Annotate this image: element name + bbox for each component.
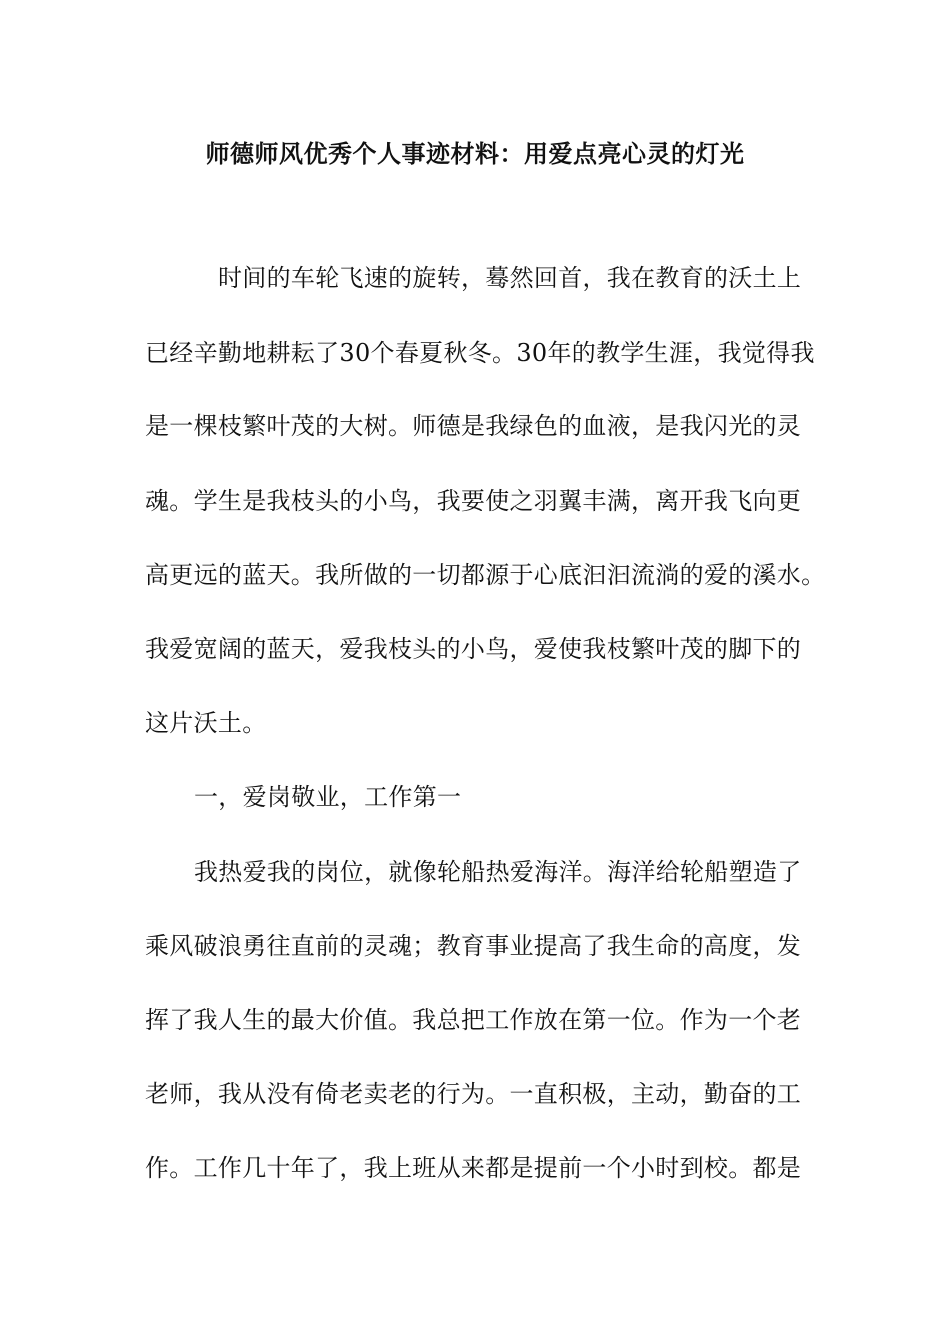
paragraph-line: 我爱宽阔的蓝天，爱我枝头的小鸟，爱使我枝繁叶茂的脚下的 [145, 635, 802, 663]
paragraph-line: 高更远的蓝天。我所做的一切都源于心底汩汩流淌的爱的溪水。 [145, 561, 826, 589]
paragraph-line: 我热爱我的岗位，就像轮船热爱海洋。海洋给轮船塑造了 [194, 858, 802, 886]
document-title: 师德师风优秀个人事迹材料：用爱点亮心灵的灯光 [205, 140, 745, 168]
paragraph-line: 挥了我人生的最大价值。我总把工作放在第一位。作为一个老 [145, 1006, 802, 1034]
paragraph-line: 老师，我从没有倚老卖老的行为。一直积极，主动，勤奋的工 [145, 1080, 802, 1108]
paragraph-line: 魂。学生是我枝头的小鸟，我要使之羽翼丰满，离开我飞向更 [145, 487, 802, 515]
paragraph-line: 时间的车轮飞速的旋转，蓦然回首，我在教育的沃土上 [218, 264, 802, 292]
paragraph-line: 已经辛勤地耕耘了30个春夏秋冬。30年的教学生涯，我觉得我 [145, 339, 815, 367]
paragraph-line: 乘风破浪勇往直前的灵魂；教育事业提高了我生命的高度，发 [145, 932, 802, 960]
paragraph-line: 这片沃土。 [145, 709, 267, 737]
paragraph-line: 作。工作几十年了，我上班从来都是提前一个小时到校。都是 [145, 1154, 802, 1182]
paragraph-line: 是一棵枝繁叶茂的大树。师德是我绿色的血液，是我闪光的灵 [145, 412, 802, 440]
section-heading: 一，爱岗敬业，工作第一 [194, 783, 462, 811]
